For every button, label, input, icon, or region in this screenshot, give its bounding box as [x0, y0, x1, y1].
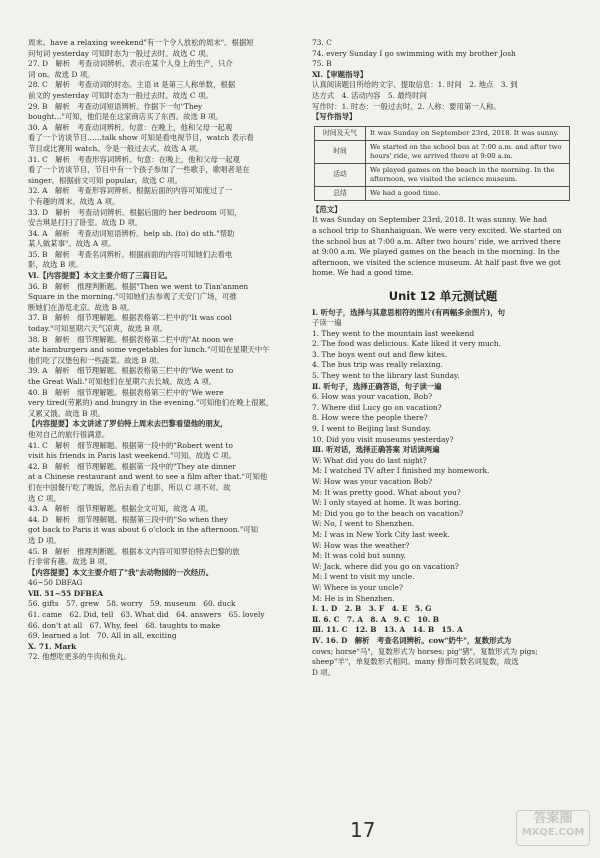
text-line: home. We had a good time. — [312, 268, 414, 278]
text-line: W: What did you do last night? — [312, 455, 427, 465]
text-line: 69. learned a lot 70. All in all, exciting — [28, 631, 177, 641]
text-line: singer。根据前文可知 popular。故选 C 项。 — [28, 175, 182, 185]
text-line: today."可知星期六天气凉爽，故选 B 项。 — [28, 324, 168, 334]
text-line: 前文的 yesterday 可知时态为一般过去时。故选 C 项。 — [28, 90, 213, 100]
writing-guidance-section — [312, 38, 574, 123]
text-line: the school bus at 7:00 a.m. After two hours' ride, we arrived there — [312, 236, 561, 246]
text-line: 75. B — [312, 59, 332, 69]
writing-guide-table — [314, 126, 570, 201]
text-line: 问句词 yesterday 可知时态为一般过去时。故选 C 项。 — [28, 48, 213, 58]
text-line: 72. 他想吃更多的牛肉和鱼丸。 — [28, 652, 131, 662]
guide-table-value: It was Sunday on September 23rd, 2018. It was sunny. — [366, 126, 570, 140]
text-line: very tired(劳累的) and hungry in the evening."可知他们在晚上很累， — [28, 398, 274, 408]
text-line: W: I only stayed at home. It was boring. — [312, 498, 462, 508]
text-line: 行非常有趣。故选 B 项。 — [28, 557, 113, 567]
watermark-logo — [516, 810, 590, 846]
page-number: 17 — [350, 818, 376, 842]
text-line: Ⅰ. 听句子，选择与其意思相符的图片(有两幅多余图片)，句 — [312, 307, 505, 317]
guide-table-row — [315, 126, 570, 140]
text-line: 5. They went to the library last Sunday. — [312, 371, 460, 381]
text-line: M: It was pretty good. What about you? — [312, 487, 461, 497]
text-line: M: It was cold but sunny. — [312, 551, 406, 561]
watermark-url: MXQE.COM — [521, 827, 585, 838]
text-line: 36. B 解析 推理判断题。根据"Then we went to Tian'anmen — [28, 281, 249, 291]
text-line: got back to Paris it was about 6 o'clock in the afternoon."可知 — [28, 525, 259, 535]
text-line: M: I watched TV after I finished my homework. — [312, 466, 490, 476]
text-line: Ⅶ. 51~55 DFBEA — [28, 588, 104, 598]
text-line: 2. The food was delicious. Kate liked it very much. — [312, 339, 502, 349]
text-line: M: He is in Shenzhen. — [312, 593, 395, 603]
text-line: 43. A 解析 细节理解题。根据全文可知，故选 A 项。 — [28, 504, 213, 514]
text-line: 30. A 解析 考查动词辨析。句意：在晚上，他和父母一起观 — [28, 122, 233, 132]
text-line: 42. B 解析 细节理解题。根据第一段中的"They ate dinner — [28, 461, 236, 471]
text-line: 37. B 解析 细节理解题。根据表格第二栏中的"It was cool — [28, 313, 232, 323]
text-line: W: How was the weather? — [312, 540, 410, 550]
text-line: 73. C — [312, 38, 332, 47]
text-line: ate hamburgers and some vegetables for lunch."可知在星期天中午 — [28, 345, 270, 355]
text-line: Ⅰ. 1. D 2. B 3. F 4. E 5. G — [312, 604, 432, 614]
text-line: 33. D 解析 考查动词辨析。根据后面的 her bedroom 可知， — [28, 207, 242, 217]
guide-table-key: 总结 — [315, 186, 366, 200]
text-line: 某人做某事"。故选 A 项。 — [28, 239, 116, 249]
text-line: 看了一个访谈节目，节目中有一个孩子参加了一些歌手，歌唱者是在 — [28, 165, 250, 175]
text-line: 44. D 解析 细节理解题。根据第三段中的"So when they — [28, 514, 228, 524]
guide-table-key: 活动 — [315, 163, 366, 186]
text-line: 32. A 解析 考查形容词辨析。根据后面的内容可知度过了一 — [28, 186, 233, 196]
text-line: 39. A 解析 细节理解题。根据表格第三栏中的"We went to — [28, 366, 234, 376]
text-line: 29. B 解析 考查动词短语辨析。作据下一句"They — [28, 101, 203, 111]
text-line: 6. How was your vacation, Bob? — [312, 392, 433, 402]
guide-table-value: We had a good time. — [366, 186, 570, 200]
text-line: W: No, I went to Shenzhen. — [312, 519, 415, 529]
text-line: Ⅳ. 16. D 解析 考查名词辨析。cow"奶牛"，复数形式为 — [312, 635, 512, 645]
text-line: 看了一个访谈节目……talk show 可知是看电视节目，watch 表示看 — [28, 133, 254, 143]
guide-table-value: We played games on the beach in the morning. In the afternoon, we visited the science museum. — [366, 163, 570, 186]
text-line: 写作时：1. 时态：一般过去时。2. 人称：要用第一人称。 — [312, 101, 501, 111]
text-line: at a Chinese restaurant and went to see a film after that."可知他 — [28, 472, 268, 482]
text-line: Square in the morning."可知她们去参观了天安门广场，可推 — [28, 292, 237, 302]
text-line: 7. Where did Lucy go on vacation? — [312, 402, 442, 412]
text-line: 40. B 解析 细节理解题。根据表格第三栏中的"We were — [28, 387, 224, 397]
text-line: 31. C 解析 考查形容词辨析。句意：在晚上，他和父母一起观 — [28, 154, 240, 164]
text-line: sheep"羊"，单复数形式相同。many 修饰可数名词复数，故选 — [312, 657, 519, 667]
text-line: 1. They went to the mountain last weekend — [312, 328, 475, 338]
text-line: 【范文】 — [312, 204, 342, 214]
text-line: 4. The bus trip was really relaxing. — [312, 360, 443, 370]
text-line: Ⅹ. 71. Mark — [28, 641, 77, 651]
guide-table-key: 时间 — [315, 140, 366, 163]
text-line: 他们吃了汉堡包和一些蔬菜。故选 B 项。 — [28, 355, 164, 365]
text-line: 【内容提要】本文讲述了罗伯特上周末去巴黎看望他的朋友， — [28, 419, 228, 429]
text-line: 28. C 解析 考查动词的时态。主语 it 是第三人称单数，根据 — [28, 80, 236, 90]
text-line: 选 C 项。 — [28, 493, 61, 503]
text-line: M: Did you go to the beach on vacation? — [312, 508, 464, 518]
text-line: afternoon, we visited the science museum. At half past five we got — [312, 257, 561, 267]
text-line: bought..."可知，他们是在这家商店买了东西。故选 B 项。 — [28, 112, 223, 122]
text-line: It was Sunday on September 23rd, 2018. It was sunny. We had — [312, 215, 547, 225]
text-line: visit his friends in Paris last weekend."可知。故选 C 项。 — [28, 451, 236, 461]
guide-table-value: We started on the school bus at 7:00 a.m. and after two hours' ride, we arrived there at 9:00 a.m. — [366, 140, 570, 163]
text-line: M: I was in New York City last week. — [312, 529, 450, 539]
text-line: at 9:00 a.m. We played games on the beach in the morning. In the — [312, 247, 560, 257]
text-line: 子读一遍 — [312, 318, 342, 328]
text-line: 【内容提要】本文主要介绍了"我"去动物园的一次经历。 — [28, 567, 214, 577]
text-line: Ⅺ.【审题指导】 — [312, 69, 368, 79]
text-line: W: Jack, where did you go on vacation? — [312, 561, 459, 571]
text-line: Ⅱ. 6. C 7. A 8. A 9. C 10. B — [312, 614, 440, 624]
text-line: 34. A 解析 考查动词短语辨析。help sb. (to) do sth."帮助 — [28, 228, 235, 238]
text-line: 个有趣的周末。故选 A 项。 — [28, 196, 120, 206]
text-line: W: Where is your uncle? — [312, 582, 403, 592]
text-line: 安吉琪是打扫了卧室。故选 D 项。 — [28, 218, 143, 228]
text-line: 74. every Sunday I go swimming with my brother Josh — [312, 48, 516, 58]
text-line: a school trip to Shanhaiguan. We were very excited. We started on — [312, 225, 562, 235]
text-line: 认真阅读题目所给的文字、提取信息：1. 时间 2. 地点 3. 到 — [312, 80, 518, 90]
text-line: M: I went to visit my uncle. — [312, 572, 415, 582]
text-line: 35. B 解析 考查名词辨析。根据前面的内容可知她们去看电 — [28, 249, 233, 259]
text-line: 影，故选 B 项。 — [28, 260, 83, 270]
text-line: 又累又饿。故选 B 项。 — [28, 408, 105, 418]
guide-table-row — [315, 140, 570, 163]
right-column — [312, 38, 574, 678]
left-column — [28, 38, 300, 663]
text-line: 56. gifts 57. grew 58. worry 59. museum 60. duck — [28, 599, 236, 609]
text-line: 27. D 解析 考查动词辨析。表示在某个人身上的生产，只介 — [28, 59, 233, 69]
text-line: 9. I went to Beijing last Sunday. — [312, 424, 432, 434]
watermark-logo-text: 答案圈 — [533, 811, 573, 826]
text-line: 周末。have a relaxing weekend"有一个令人放松的周末"。根据短 — [28, 38, 254, 47]
text-line: 他对自己的旅行很满意。 — [28, 429, 110, 439]
guide-table-row — [315, 186, 570, 200]
text-line: 41. C 解析 细节理解题。根据第一段中的"Robert went to — [28, 440, 233, 450]
text-line: 断她们在游览北京。故选 B 项。 — [28, 302, 135, 312]
text-line: the Great Wall."可知他们在星期六去长城。故选 A 项。 — [28, 377, 217, 386]
text-line: 节目或比赛用 watch。令是一般过去式。故选 A 项。 — [28, 143, 204, 153]
text-line: W: How was your vacation Bob? — [312, 477, 433, 486]
text-line: Ⅲ. 11. C 12. B 13. A 14. B 15. A — [312, 625, 463, 635]
text-line: 8. How were the people there? — [312, 413, 428, 423]
unit-title: Unit 12 单元测试题 — [388, 288, 498, 303]
text-line: Ⅱ. 听句子，选择正确答语，句子读一遍 — [312, 381, 442, 391]
text-line: 选 D 项。 — [28, 535, 61, 545]
text-line: Ⅵ.【内容提要】本文主要介绍了三篇日记。 — [28, 271, 173, 281]
text-line: 词 on。故选 D 项。 — [28, 69, 95, 79]
unit-test-section — [312, 308, 574, 679]
text-line: Ⅲ. 听对话，选择正确答案 对话读两遍 — [312, 445, 440, 455]
text-line: 45. B 解析 推理判断题。根据本文内容可知罗伯特去巴黎的旅 — [28, 546, 240, 556]
text-line: D 项。 — [312, 667, 336, 677]
model-essay — [312, 205, 574, 279]
text-line: 10. Did you visit museums yesterday? — [312, 434, 454, 444]
text-line: 38. B 解析 细节理解题。根据表格第二栏中的"At noon we — [28, 334, 234, 344]
text-line: 46~50 DBFAG — [28, 578, 83, 588]
guide-table-row — [315, 163, 570, 186]
text-line: 【写作指导】 — [312, 112, 357, 122]
text-line: 们在中国餐厅吃了晚饭，然后去看了电影，所以 C 项不对。故 — [28, 482, 231, 492]
guide-table-key: 时间及天气 — [315, 126, 366, 140]
text-line: 66. don't at all 67. Why, feel 68. taughts to make — [28, 620, 221, 630]
text-line: cows; horse"马"，复数形式为 horses; pig"猪"，复数形式为 pigs; — [312, 646, 538, 656]
text-line: 达方式 4. 活动内容 5. 最终时间 — [312, 90, 427, 100]
text-line: 3. The boys went out and flew kites. — [312, 349, 448, 359]
text-line: 61. came 62. Did, tell 63. What did 64. answers 65. lovely — [28, 610, 265, 620]
